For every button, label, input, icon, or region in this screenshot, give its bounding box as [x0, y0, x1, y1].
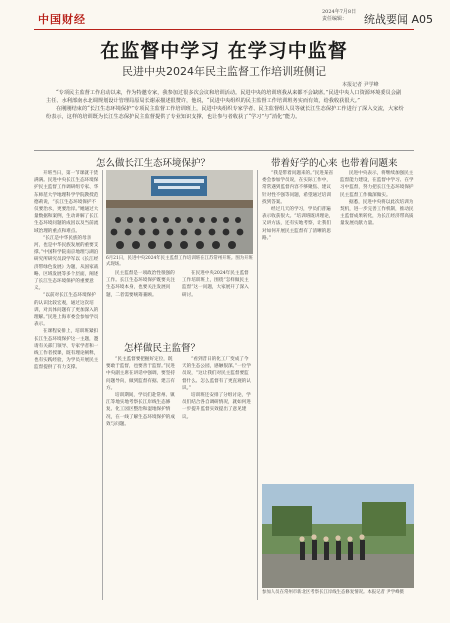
article-column-4	[182, 356, 253, 600]
column-divider	[257, 170, 258, 600]
article-subtitle: 民进中央2024年民主监督工作培训班侧记	[122, 65, 326, 78]
section-label: 统战要闻 A05	[364, 13, 434, 26]
body-paragraph: 经过几天的学习，学员们普遍表示收获很大。“培训班既讲理论，又讲方法，还有实地考察，让我们对如何开展民主监督有了清晰的思路。”	[262, 207, 334, 241]
body-paragraph: 培训期间，学员们赴常州、镇江等地实地考察长江岸线生态修复、化工园区整治和湿地保护情况，在一线了解生态环境保护的成效与问题。	[106, 393, 175, 427]
section-heading-learning: 带着好学的心来 也带着问题来	[271, 158, 398, 169]
conference-hall-image	[106, 170, 253, 254]
body-paragraph: 在民进中央2024年民主监督工作培训班上，围绕“怎样做民主监督”这一问题，大家展开了深入研讨。	[182, 271, 249, 298]
body-paragraph: 开班当日，第一节课就干货满满。民进中央长江生态环境保护民主监督工作调研组专家、华东师范大学地理科学学院教授范德莉说，“长江生态环境保护不仅要治水，更要治岸。”她通过大量数据和案例，生动讲解了长江生态环境问题的成因以及当前流域治理的重点和难点。	[34, 171, 99, 234]
article-column-5	[262, 170, 334, 480]
article-column-3	[106, 356, 176, 600]
column-divider	[102, 170, 103, 600]
intro-divider	[34, 150, 414, 151]
article-column-6	[340, 170, 414, 480]
body-paragraph: “长江是中华民族的母亲河，也是中华民族发展的重要支撑。”中国科学院南京地理与湖泊研究所研究员段学军以《长江经济带绿色发展》为题，从国家战略、区域发展等多个层面，阐述了长江生态环境保护的重要意义。	[34, 235, 99, 292]
body-paragraph: 民主监督是一项政治性很强的工作。长江生态环境保护既要关注生态环境本身，也要关注发展问题，二者需要统筹兼顾。	[106, 271, 175, 298]
article-column-2b	[182, 270, 253, 330]
body-paragraph: 在课程安排上，培训班紧扣长江生态环境保护这一主题，邀请有关部门领导、专家学者和一线工作者授课，既有理论阐释，也有实践经验，为学员开展民主监督提供了有力支撑。	[34, 329, 99, 371]
article-intro	[46, 89, 404, 121]
field-visit-image	[262, 484, 414, 588]
body-paragraph: 据悉，民进中央将以此次培训为契机，进一步完善工作机制，推动民主监督成果转化，为长江经济带高质量发展贡献力量。	[340, 199, 414, 227]
body-paragraph: “以前对长江生态环境保护的认识比较宏观，通过这次培训，对具体问题有了更加深入的理解。”民进上海市委会参加学员表示。	[34, 293, 99, 328]
editor-line: 责任编辑：	[322, 16, 348, 22]
newspaper-logo: 中国财经	[38, 13, 86, 26]
intro-paragraph: 在刚刚结束的“长江生态环境保护”专项民主监督工作培训班上，民进中央组织专家学者、民主监督组人员等就长江生态保护工作进行了深入交流，大家纷纷表示，这样的培训既为长江生态保护民主监督提供了专业知识支撑，也让参与者收获了“学习”与“消化”能力。	[46, 106, 404, 120]
body-paragraph: “看到昔日的化工厂变成了今天的生态公园，感触很深。”一位学员说，“这让我们对民主监督要监督什么、怎么监督有了更直观的认识。”	[182, 357, 251, 391]
section-heading-how: 怎样做民主监督？	[124, 343, 201, 354]
section-heading-eco: 怎么做长江生态环境保护？	[96, 158, 211, 169]
body-paragraph: 民进中央表示，将继续加强民主监督能力建设，在监督中学习、在学习中监督，努力把长江生态环境保护民主监督工作做深做实。	[340, 171, 414, 198]
intro-paragraph: “专项民主监督工作启动以来，作为特邀专家，我参加过很多次会议和培训活动。民进中央的培训班我从来都不会缺席。”民进中央人口资源环境委员会副主任、水利部南水北调规划设计管理局原局长谢汞描述很赞许，他说，“民进中央组织的民主监督工作培训班务实而有效，给我收获很大。”	[46, 90, 402, 104]
inspection-photo	[262, 484, 414, 588]
article-column-1	[34, 170, 100, 600]
body-paragraph: 培训班还安排了分组讨论，学员们结合各自调研情况，就如何进一步提升监督实效提出了意见建议。	[182, 393, 251, 420]
header-divider	[34, 29, 414, 30]
article-author: 本报记者 尹学峰	[342, 82, 379, 88]
date-line: 2024年7月8日	[322, 9, 357, 15]
photo-caption-2: 参加人员在常州市新北区考察长江岸线生态修复情况。本报记者 尹学峰摄	[262, 590, 404, 595]
article-title: 在监督中学习 在学习中监督	[100, 40, 348, 62]
body-paragraph: “我是带着问题来的。”民进某省委会参加学员说，在实际工作中，常常遇到监督内容不够聚焦、建议针对性不强等问题，希望通过培训找到答案。	[262, 171, 334, 205]
conference-photo	[106, 170, 253, 254]
body-paragraph: “民主监督要把握好定位，既要敢于监督，也要善于监督。”民进中央副主席在讲话中强调，要坚持问题导向，做到监督有据、建言有方。	[106, 357, 175, 391]
photo-caption: 6月21日，民进中央2024年民主监督工作培训班在江苏常州开班。图为开班式现场。	[106, 256, 253, 267]
page-header	[0, 0, 450, 32]
article-column-2	[106, 270, 176, 330]
